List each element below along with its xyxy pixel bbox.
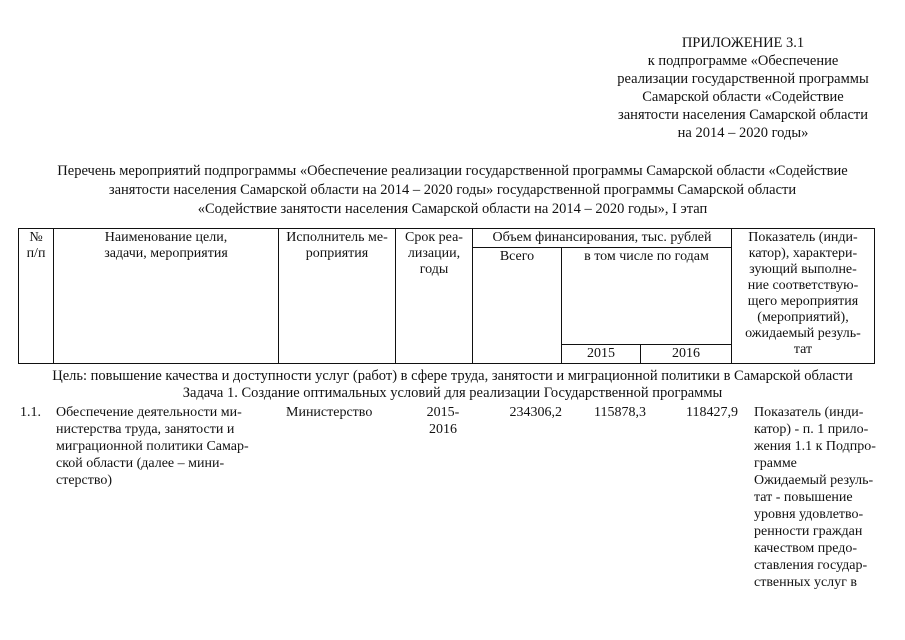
appendix-line: к подпрограмме «Обеспечение <box>647 53 839 69</box>
table-header <box>18 228 875 364</box>
col-2015-header: 2015 <box>562 345 641 364</box>
col-name-header: Наименование цели, задачи, мероприятия <box>54 229 279 364</box>
row-term: 2015- 2016 <box>426 405 460 437</box>
title-line: «Содействие занятости населения Самарской области на 2014 – 2020 годы», I этап <box>197 201 708 217</box>
appendix-line: занятости населения Самарской области <box>618 107 868 123</box>
title-line: занятости населения Самарской области на 2014 – 2020 годы» государственной программы Самарской области <box>108 182 797 198</box>
row-activity-name: Обеспечение деятельности ми- нистерства труда, занятости и миграционной политики Самар- ской области (далее – мини- стерство) <box>56 405 249 488</box>
row-executor: Министерство <box>286 405 373 420</box>
col-term-header: Срок реа- лизации, годы <box>396 229 473 364</box>
appendix-line: реализации государственной программы <box>617 71 869 87</box>
col-num-header: № п/п <box>19 229 54 364</box>
document-title <box>10 162 895 219</box>
appendix-header <box>603 34 883 142</box>
appendix-line: ПРИЛОЖЕНИЕ 3.1 <box>681 35 805 51</box>
col-total-header: Всего <box>473 248 562 364</box>
col-indicator-header: Показатель (инди- катор), характери- зующий выполне- ние соответствую- щего мероприятия (мероприятий), ожидаемый резуль- тат <box>732 229 875 364</box>
title-line: Перечень мероприятий подпрограммы «Обеспечение реализации государственной программы Самарской области «Содействие <box>57 163 848 179</box>
row-number: 1.1. <box>20 405 41 420</box>
appendix-line: Самарской области «Содействие <box>642 89 844 105</box>
col-executor-header: Исполнитель ме- роприятия <box>279 229 396 364</box>
col-funding-header: Объем финансирования, тыс. рублей <box>473 229 732 248</box>
appendix-line: на 2014 – 2020 годы» <box>677 125 809 141</box>
task-heading: Задача 1. Создание оптимальных условий для реализации Государственной программы <box>182 385 723 401</box>
row-2015: 115878,3 <box>594 405 646 420</box>
row-2016: 118427,9 <box>686 405 738 420</box>
goal-text: Цель: повышение качества и доступности услуг (работ) в сфере труда, занятости и миграционной политики в Самарской области <box>52 368 853 384</box>
row-total: 234306,2 <box>509 405 562 420</box>
col-2016-header: 2016 <box>641 345 732 364</box>
row-indicator: Показатель (инди- катор) - п. 1 прило- жения 1.1 к Подпро- грамме Ожидаемый резуль- тат - повышение уровня удовлетво- ренности граждан качеством предо- ставления государ- ственных услуг в <box>754 405 876 590</box>
col-by-years-header: в том числе по годам <box>562 248 732 345</box>
